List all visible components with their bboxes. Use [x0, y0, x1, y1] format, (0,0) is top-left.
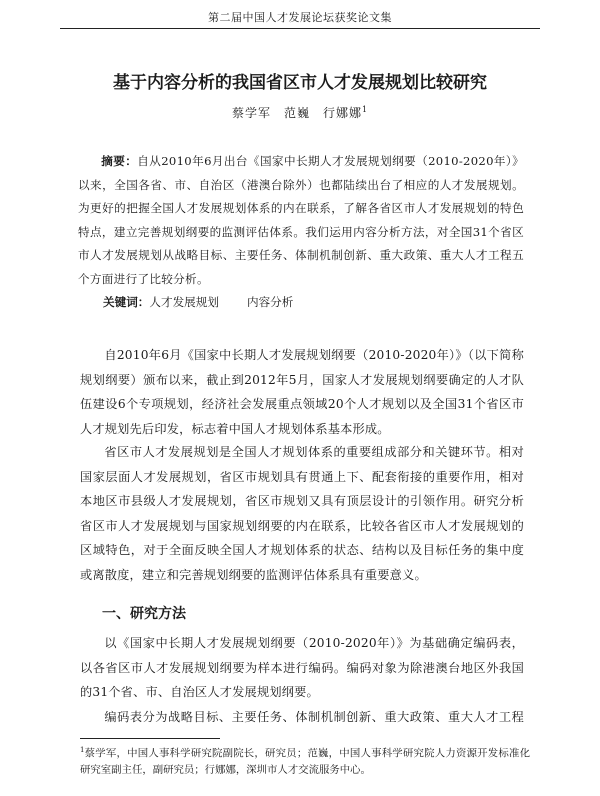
header-rule	[60, 28, 540, 29]
keyword-item: 人才发展规划	[149, 295, 219, 309]
footnote	[80, 742, 530, 779]
abstract	[78, 150, 524, 291]
footnote-marker: 1	[80, 746, 85, 754]
abstract-text: 自从2010年6月出台《国家中长期人才发展规划纲要（2010-2020年）》以来，全国各省、市、自治区（港澳台除外）也都陆续出台了相应的人才发展规划。为更好的把握全国人才发展规划体系的内在联系，了解各省区市人才发展规划的特色特点，建立完善规划纲要的监测评估体系。我们运用内容分析方法，对全国31个省区市人才发展规划从战略目标、主要任务、体制机制创新、重大政策、重大人才工程五个方面进行了比较分析。	[78, 154, 524, 286]
paper-title: 基于内容分析的我国省区市人才发展规划比较研究	[113, 73, 487, 93]
keywords-label: 关键词：	[103, 295, 150, 309]
section-heading: 一、研究方法	[102, 606, 186, 622]
running-header: 第二届中国人才发展论坛获奖论文集	[208, 11, 392, 24]
keyword-item: 内容分析	[246, 295, 294, 309]
author-footnote-marker: 1	[361, 105, 369, 114]
body-paragraph: 自2010年6月《国家中长期人才发展规划纲要（2010-2020年）》（以下简称规划纲要）颁布以来，截止到2012年5月，国家人才发展规划纲要确定的人才队伍建设6个专项规划，经济社会发展重点领域20个人才规划以及全国31个省区市人才规划先后印发，标志着中国人才规划体系基本形成。	[80, 348, 524, 436]
author-names: 蔡学军 范巍 行娜娜	[231, 106, 362, 120]
abstract-label: 摘要：	[101, 154, 138, 168]
author-line	[0, 104, 600, 121]
keywords	[103, 294, 293, 310]
body-paragraph: 以《国家中长期人才发展规划纲要（2010-2020年）》为基础确定编码表，以各省区市人才发展规划纲要为样本进行编码。编码对象为除港澳台地区外我国的31个省、市、自治区人才发展规划纲要。	[80, 636, 524, 699]
footnote-rule	[80, 738, 220, 739]
body-paragraph: 省区市人才发展规划是全国人才规划体系的重要组成部分和关键环节。相对国家层面人才发展规划，省区市规划具有贯通上下、配套衔接的重要作用，相对本地区市县级人才发展规划，省区市规划又具有顶层设计的引领作用。研究分析省区市人才发展规划与国家规划纲要的内在联系，比较各省区市人才发展规划的区域特色，对于全面反映全国人才规划体系的状态、结构以及目标任务的集中度或离散度，建立和完善规划纲要的监测评估体系具有重要意义。	[80, 445, 524, 582]
body-paragraph: 编码表分为战略目标、主要任务、体制机制创新、重大政策、重大人才工程	[104, 710, 524, 724]
footnote-text: 蔡学军，中国人事科学研究院副院长，研究员；范巍，中国人事科学研究院人力资源开发标准化研究室副主任，副研究员；行娜娜，深圳市人才交流服务中心。	[80, 747, 530, 777]
